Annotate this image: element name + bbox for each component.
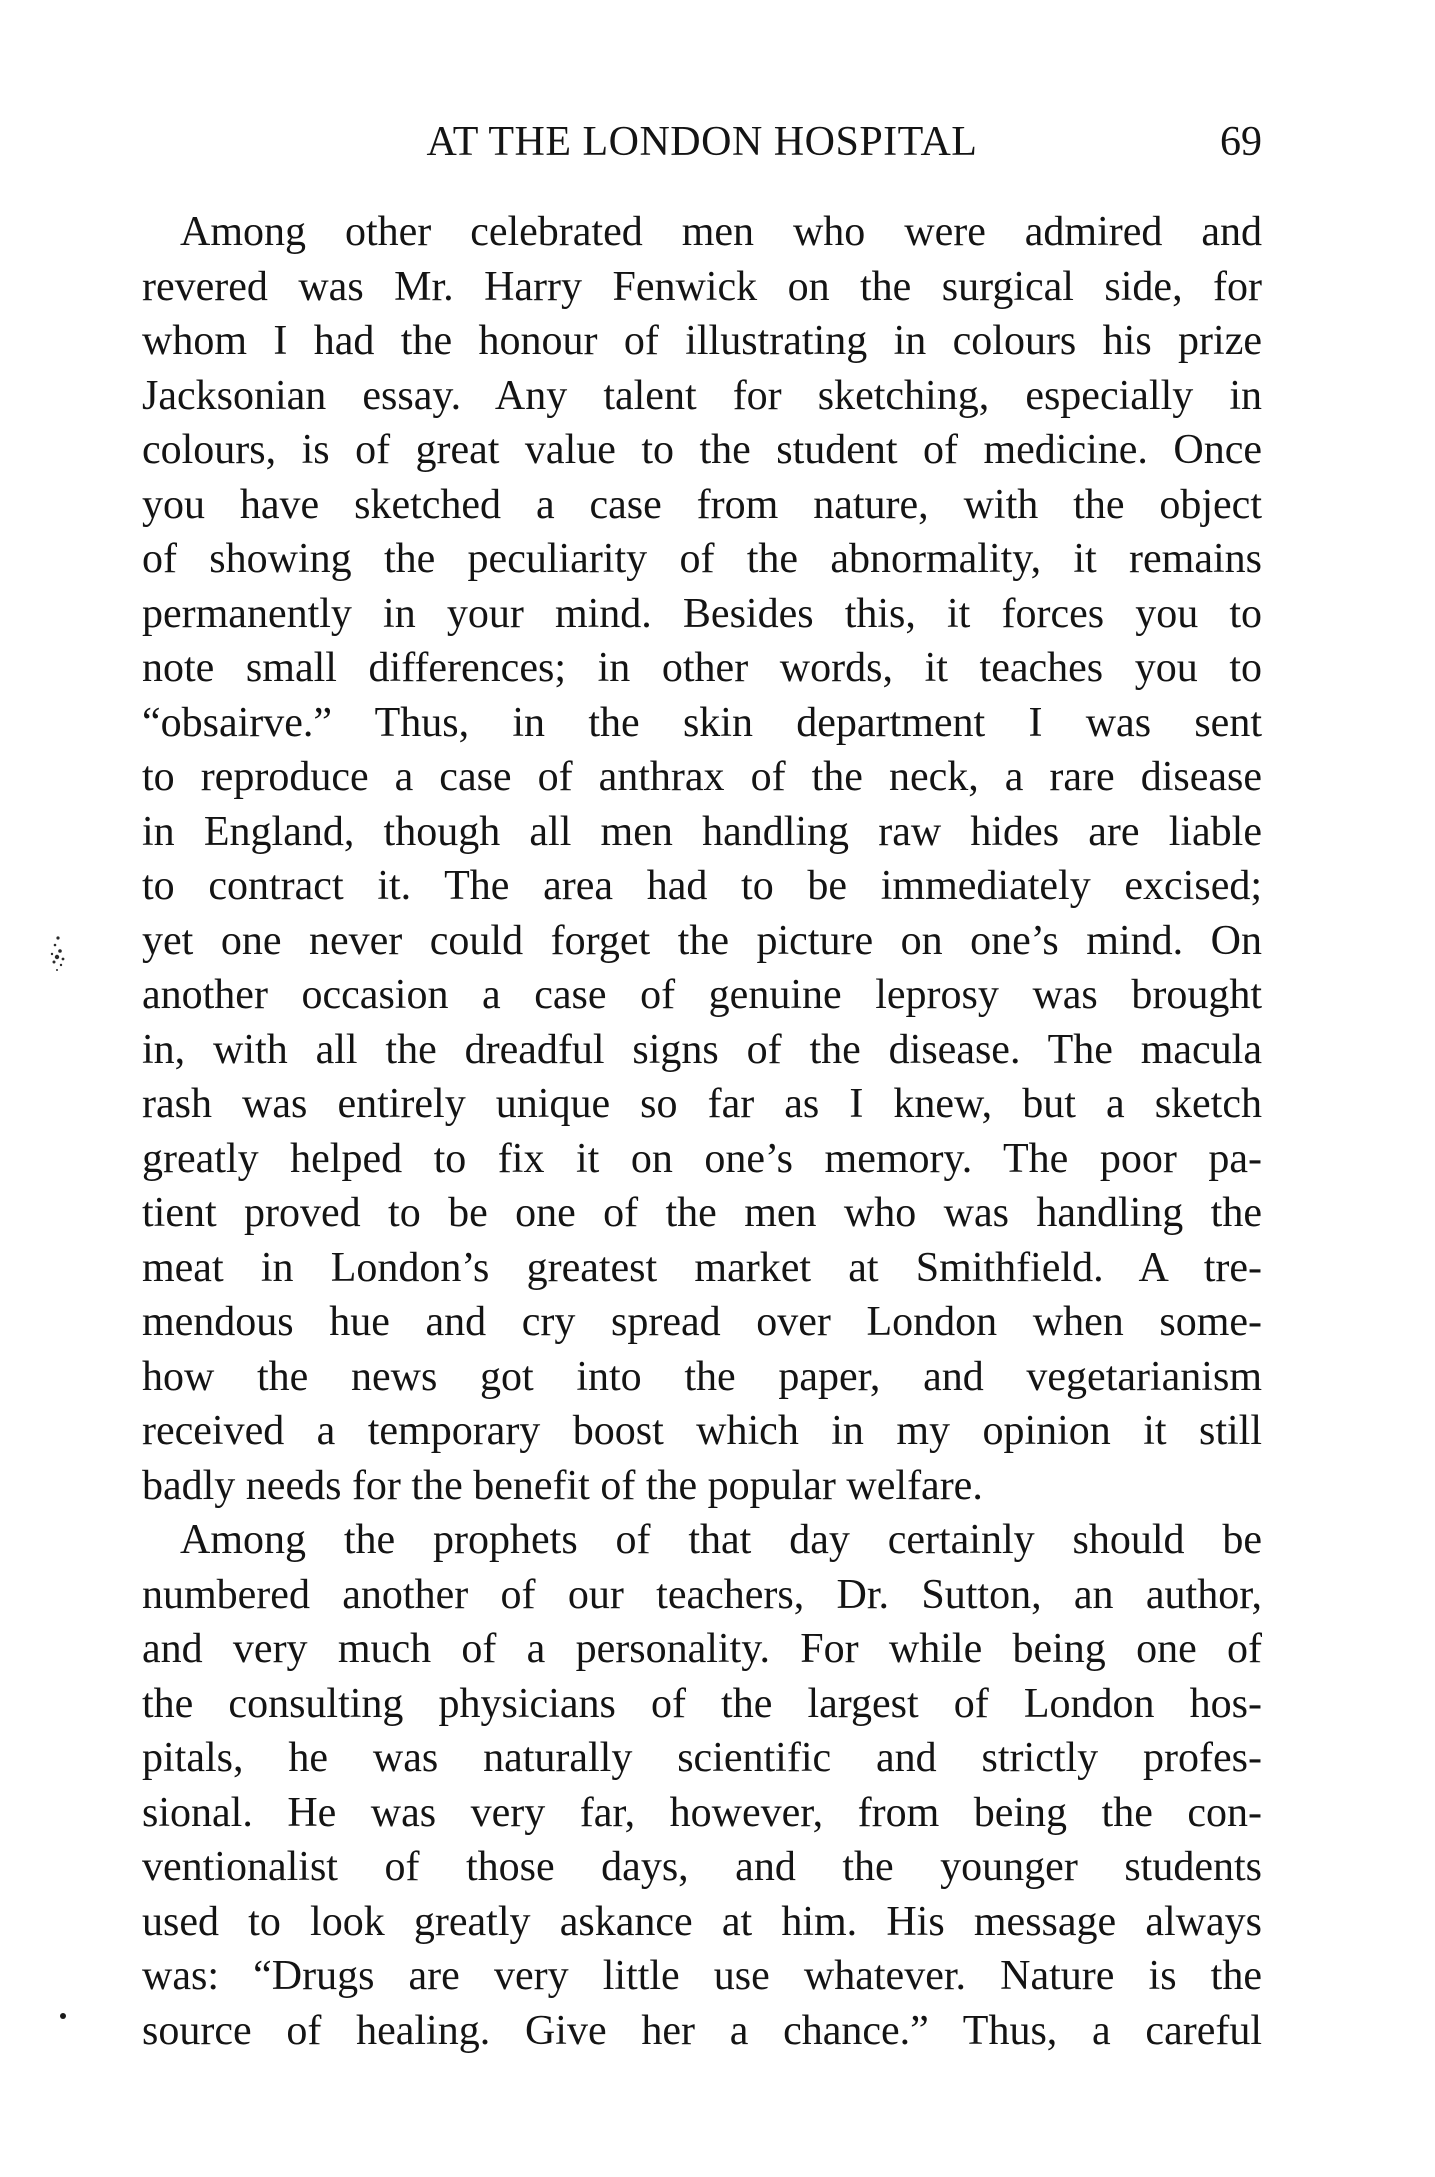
text-line: in, with all the dreadful signs of the disease. The macula	[142, 1026, 1262, 1073]
paragraph-sutton	[142, 1513, 1262, 2058]
body-text	[142, 205, 1262, 2058]
text-line: Among other celebrated men who were admired and	[180, 209, 1262, 255]
text-line: rash was entirely unique so far as I knew, but a sketch	[142, 1081, 1262, 1127]
text-line: whom I had the honour of illustrating in colours his prize	[142, 318, 1262, 364]
running-title: AT THE LONDON HOSPITAL	[426, 119, 978, 165]
text-line: sional. He was very far, however, from being the con-	[142, 1789, 1262, 1836]
text-line: tient proved to be one of the men who was handling the	[142, 1190, 1262, 1236]
text-line: meat in London’s greatest market at Smithfield. A tre-	[142, 1244, 1262, 1291]
text-line: was: “Drugs are very little use whatever. Nature is the	[142, 1953, 1262, 1999]
text-line: you have sketched a case from nature, with the object	[142, 481, 1262, 528]
text-line: greatly helped to fix it on one’s memory. The poor pa-	[142, 1135, 1262, 1182]
text-line: Jacksonian essay. Any talent for sketching, especially in	[142, 372, 1262, 419]
text-line: revered was Mr. Harry Fenwick on the surgical side, for	[142, 263, 1262, 310]
margin-smudge	[51, 936, 65, 971]
paragraph-fenwick	[142, 205, 1262, 1513]
text-line: numbered another of our teachers, Dr. Sutton, an author,	[142, 1571, 1262, 1618]
text-line: and very much of a personality. For while being one of	[142, 1626, 1262, 1672]
text-line: received a temporary boost which in my opinion it still	[142, 1408, 1262, 1454]
text-line: the consulting physicians of the largest of London hos-	[142, 1680, 1262, 1727]
text-line: yet one never could forget the picture on one’s mind. On	[142, 917, 1262, 964]
text-line: to contract it. The area had to be immediately excised;	[142, 863, 1262, 909]
text-line: badly needs for the benefit of the popular welfare.	[142, 1462, 983, 1509]
text-line: ventionalist of those days, and the younger students	[142, 1844, 1262, 1890]
text-line: “obsairve.” Thus, in the skin department I was sent	[142, 699, 1262, 746]
text-line: colours, is of great value to the student of medicine. Once	[142, 427, 1262, 473]
text-line: to reproduce a case of anthrax of the neck, a rare disease	[142, 754, 1262, 800]
text-line: note small differences; in other words, it teaches you to	[142, 645, 1262, 691]
text-line: how the news got into the paper, and vegetarianism	[142, 1353, 1262, 1400]
text-line: in England, though all men handling raw hides are liable	[142, 808, 1262, 855]
text-line: permanently in your mind. Besides this, it forces you to	[142, 590, 1262, 637]
text-line: mendous hue and cry spread over London when some-	[142, 1299, 1262, 1345]
text-line: Among the prophets of that day certainly should be	[180, 1517, 1262, 1563]
margin-dot	[60, 2013, 66, 2019]
text-line: of showing the peculiarity of the abnormality, it remains	[142, 536, 1262, 582]
page-number: 69	[1220, 119, 1262, 165]
text-line: another occasion a case of genuine leprosy was brought	[142, 972, 1262, 1018]
text-line: pitals, he was naturally scientific and strictly profes-	[142, 1735, 1262, 1781]
text-line: source of healing. Give her a chance.” Thus, a careful	[142, 2007, 1262, 2054]
text-line: used to look greatly askance at him. His message always	[142, 1898, 1262, 1945]
running-head	[142, 118, 1262, 178]
